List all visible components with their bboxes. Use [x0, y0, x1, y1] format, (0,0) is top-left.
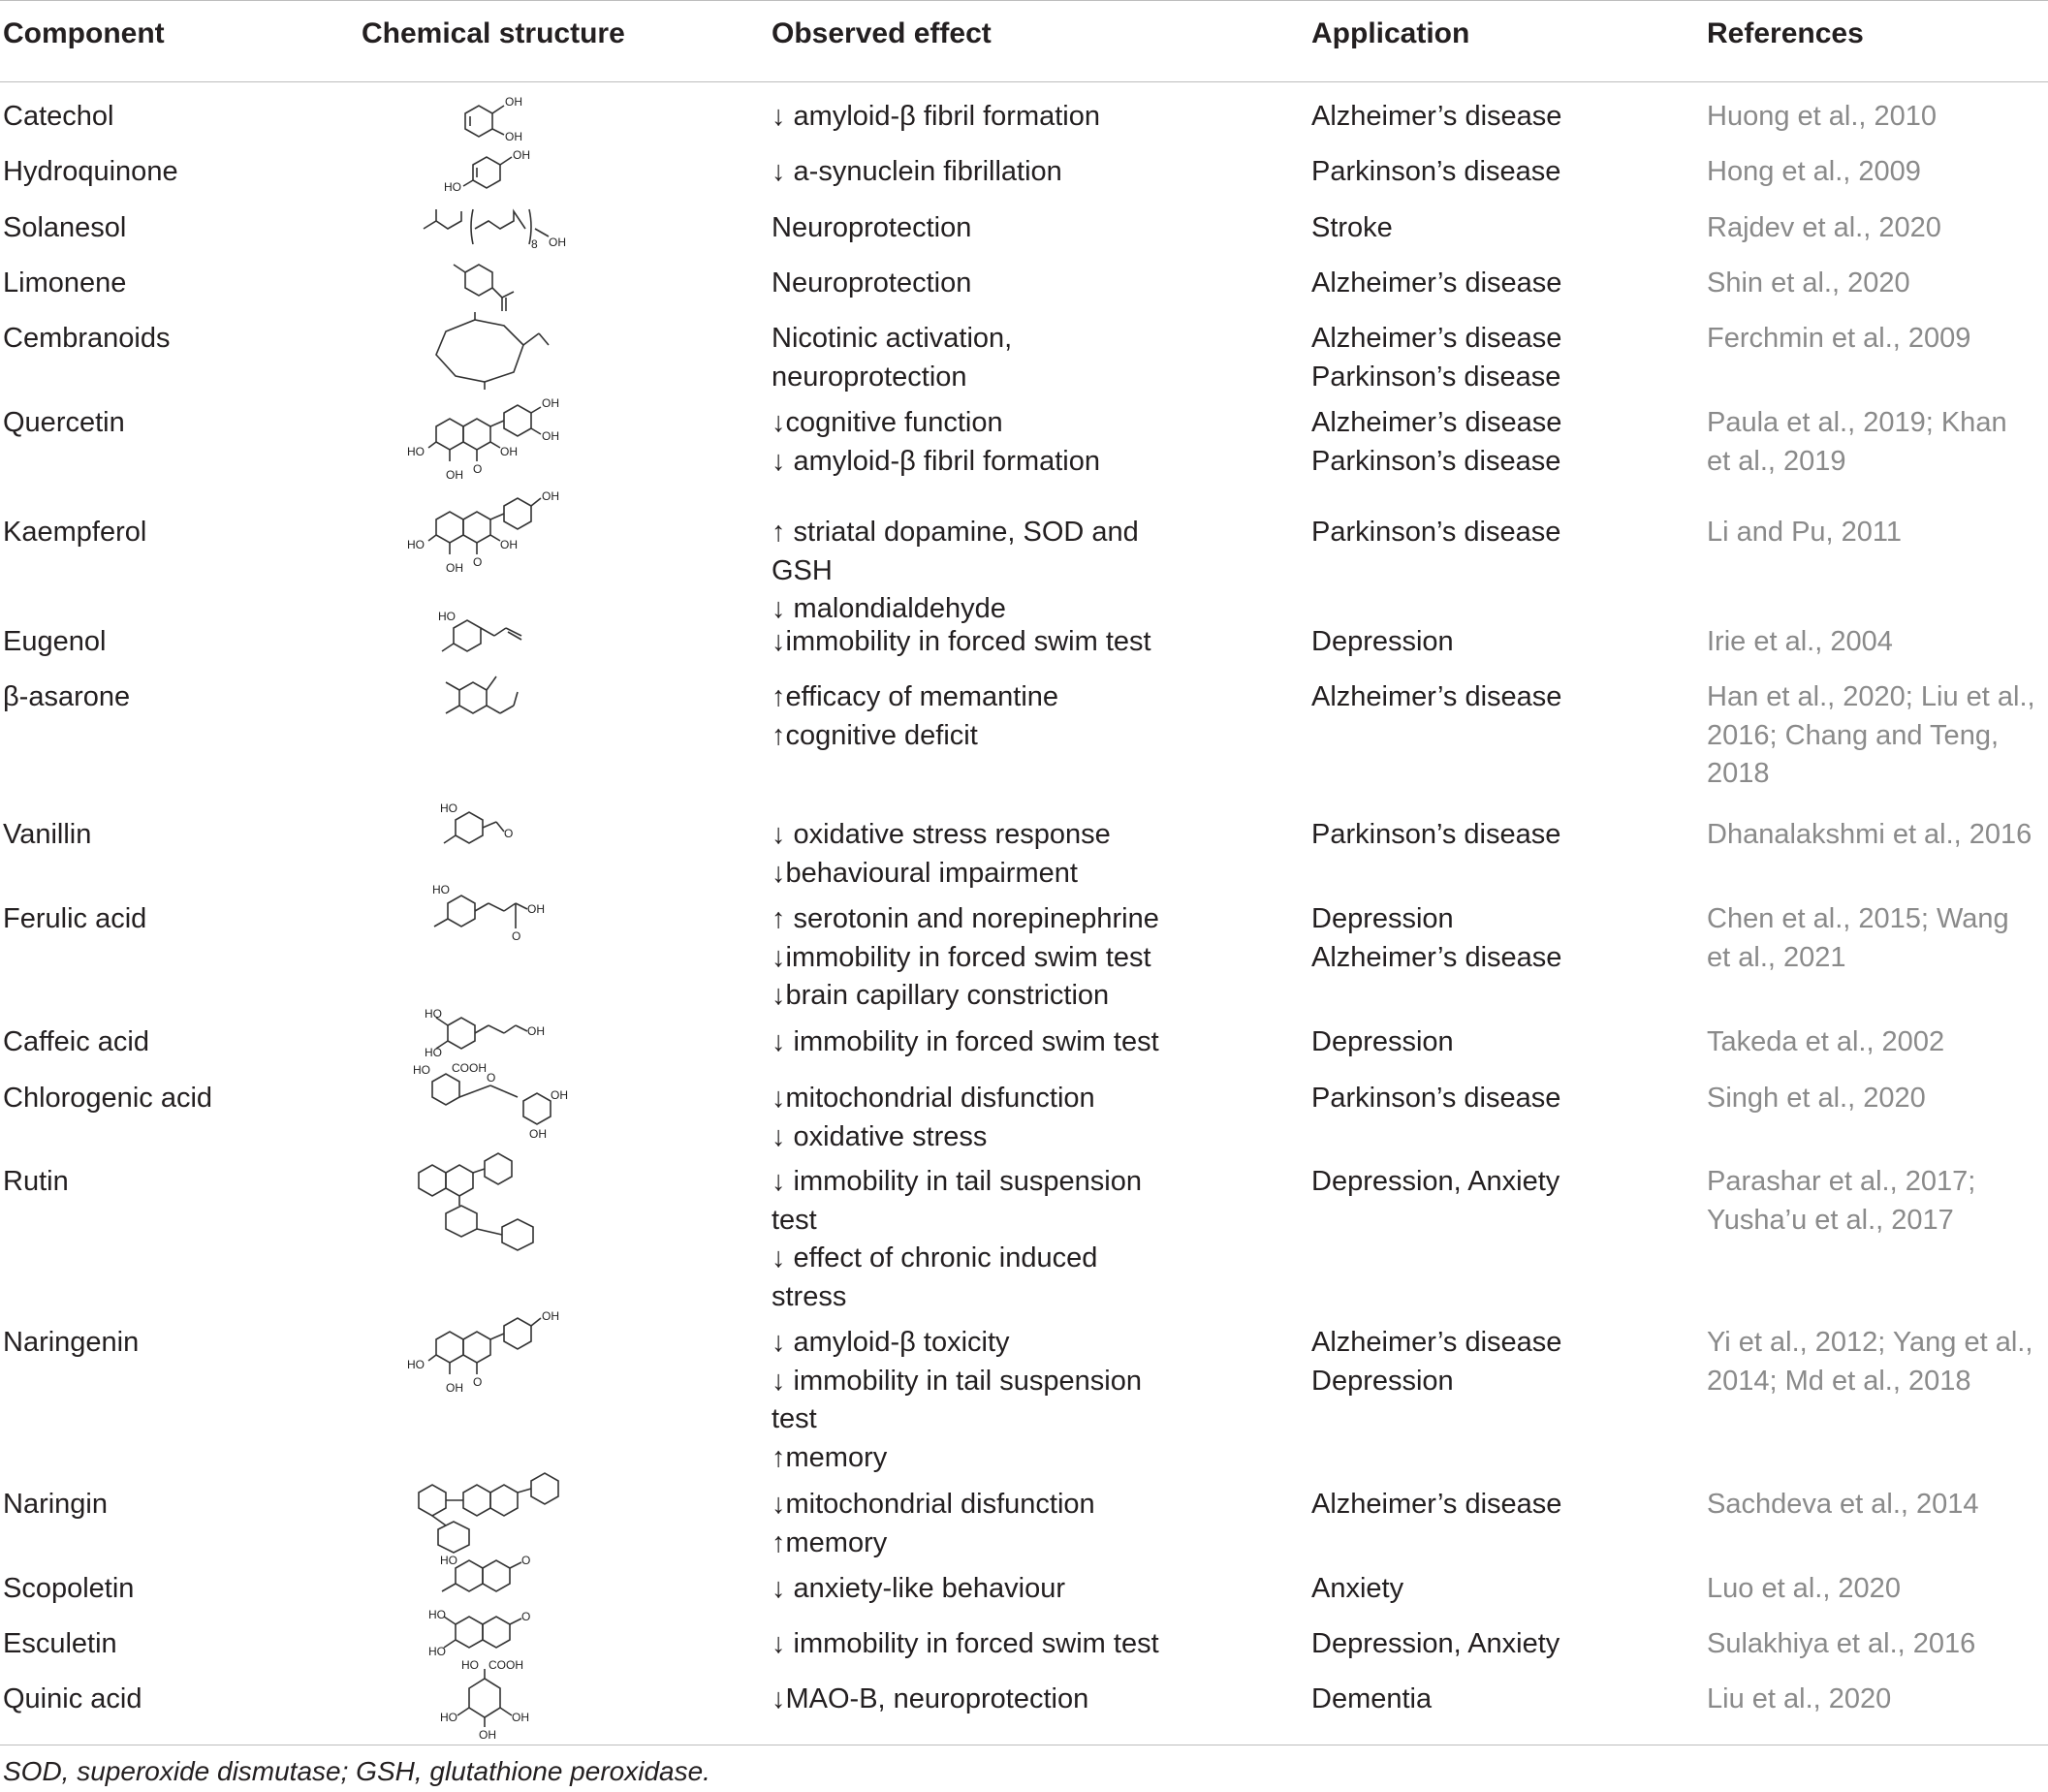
svg-text:OH: OH: [505, 95, 522, 109]
effect-line: ↓ amyloid-β fibril formation: [772, 101, 1100, 132]
effect-cell: [772, 900, 1159, 1016]
effect-line: ↓ immobility in forced swim test: [772, 1026, 1159, 1057]
effect-line: ↓MAO-B, neuroprotection: [772, 1683, 1089, 1714]
application-cell: [1311, 1080, 1560, 1118]
effect-line: ↓ immobility in tail suspension: [772, 1365, 1142, 1397]
application-cell: [1311, 209, 1393, 248]
references-cell: [1707, 900, 2009, 977]
effect-line: ↓ anxiety-like behaviour: [772, 1573, 1066, 1604]
effect-line: ↑memory: [772, 1526, 888, 1558]
svg-text:OH: OH: [542, 396, 559, 410]
header-structure: Chemical structure: [362, 17, 625, 49]
effect-cell: [772, 623, 1151, 662]
application-line: Depression: [1311, 626, 1454, 657]
references-line: Han et al., 2020; Liu et al.,: [1707, 681, 2035, 712]
svg-text:OH: OH: [446, 468, 463, 482]
svg-text:OH: OH: [542, 489, 559, 503]
scopoletin-structure-icon: [426, 1551, 552, 1609]
effect-line: Neuroprotection: [772, 212, 972, 243]
component-cell: Hydroquinone: [3, 156, 178, 187]
svg-text:OH: OH: [446, 1381, 463, 1395]
application-cell: [1311, 153, 1560, 192]
references-line: Shin et al., 2020: [1707, 267, 1910, 299]
application-line: Parkinson’s disease: [1311, 819, 1561, 850]
references-cell: [1707, 1163, 1975, 1240]
svg-text:HO: HO: [428, 1608, 446, 1621]
application-cell: [1311, 514, 1560, 552]
application-cell: [1311, 816, 1560, 855]
application-cell: [1311, 265, 1561, 303]
svg-text:HO: HO: [425, 1046, 442, 1059]
effect-line: ↓brain capillary constriction: [772, 980, 1110, 1011]
application-line: Parkinson’s disease: [1311, 361, 1561, 393]
svg-text:HO: HO: [407, 445, 425, 458]
application-line: Alzheimer’s disease: [1311, 407, 1562, 438]
effect-line: ↑efficacy of memantine: [772, 681, 1059, 712]
references-cell: [1707, 1023, 1944, 1062]
effect-line: neuroprotection: [772, 361, 967, 393]
svg-text:OH: OH: [512, 1711, 529, 1724]
application-cell: [1311, 1681, 1432, 1719]
component-cell: β-asarone: [3, 681, 131, 712]
svg-text:OH: OH: [551, 1088, 568, 1102]
caffeic-acid-structure-icon: [419, 1006, 564, 1060]
svg-text:OH: OH: [500, 538, 518, 551]
application-cell: [1311, 1625, 1560, 1664]
application-line: Depression: [1311, 903, 1454, 934]
references-line: Sachdeva et al., 2014: [1707, 1489, 1979, 1520]
component-cell: Rutin: [3, 1166, 69, 1197]
svg-text:OH: OH: [527, 902, 545, 916]
references-cell: [1707, 623, 1893, 662]
references-line: Ferchmin et al., 2009: [1707, 323, 1971, 354]
limonene-structure-icon: [446, 257, 523, 315]
application-line: Alzheimer’s disease: [1311, 1489, 1562, 1520]
component-cell: Quercetin: [3, 407, 125, 438]
component-cell: Solanesol: [3, 212, 127, 243]
effect-cell: [772, 1570, 1065, 1609]
effect-line: ↓ amyloid-β fibril formation: [772, 445, 1100, 477]
references-line: Dhanalakshmi et al., 2016: [1707, 819, 2032, 850]
component-cell: Quinic acid: [3, 1683, 142, 1714]
effect-line: ↓ amyloid-β toxicity: [772, 1327, 1010, 1358]
references-cell: [1707, 1324, 2032, 1400]
component-cell: Caffeic acid: [3, 1026, 149, 1057]
svg-text:OH: OH: [500, 445, 518, 458]
references-line: Yusha’u et al., 2017: [1707, 1204, 1954, 1236]
svg-text:8: 8: [531, 237, 538, 251]
effect-line: test: [772, 1403, 817, 1434]
references-line: Sulakhiya et al., 2016: [1707, 1628, 1976, 1659]
rutin-structure-icon: [399, 1149, 583, 1266]
effect-cell: [772, 1163, 1142, 1316]
eugenol-structure-icon: [434, 611, 551, 664]
effect-line: ↓ oxidative stress: [772, 1120, 988, 1152]
component-cell: Vanillin: [3, 819, 92, 850]
application-cell: [1311, 320, 1561, 396]
application-cell: [1311, 1324, 1561, 1400]
effect-line: Neuroprotection: [772, 267, 972, 299]
references-cell: [1707, 98, 1937, 137]
application-cell: [1311, 1570, 1403, 1609]
references-line: Huong et al., 2010: [1707, 101, 1938, 132]
references-line: et al., 2019: [1707, 445, 1846, 477]
references-line: Liu et al., 2020: [1707, 1683, 1892, 1714]
header-rule: [0, 81, 2048, 82]
application-cell: [1311, 404, 1561, 481]
component-cell: Cembranoids: [3, 323, 171, 354]
application-line: Dementia: [1311, 1683, 1433, 1714]
svg-text:O: O: [473, 555, 483, 569]
application-line: Depression: [1311, 1026, 1454, 1057]
effect-line: ↓ effect of chronic induced: [772, 1242, 1098, 1273]
vanillin-structure-icon: [436, 802, 543, 856]
effect-line: ↓ immobility in tail suspension: [772, 1166, 1142, 1197]
svg-text:HO: HO: [440, 1554, 457, 1567]
svg-text:OH: OH: [549, 236, 566, 249]
svg-text:OH: OH: [446, 561, 463, 575]
application-line: Stroke: [1311, 212, 1393, 243]
effect-cell: [772, 1486, 1095, 1562]
effect-cell: [772, 153, 1062, 192]
references-cell: [1707, 1486, 1979, 1525]
application-cell: [1311, 1486, 1561, 1525]
application-line: Depression: [1311, 1365, 1454, 1397]
application-line: Anxiety: [1311, 1573, 1404, 1604]
svg-text:OH: OH: [505, 130, 522, 143]
application-cell: [1311, 623, 1454, 662]
effect-line: ↓immobility in forced swim test: [772, 941, 1151, 973]
solanesol-structure-icon: [419, 204, 564, 252]
references-cell: [1707, 678, 2035, 794]
references-line: Yi et al., 2012; Yang et al.,: [1707, 1327, 2033, 1358]
references-cell: [1707, 816, 2032, 855]
application-cell: [1311, 98, 1561, 137]
effect-cell: [772, 404, 1100, 481]
effect-line: ↓behavioural impairment: [772, 857, 1078, 889]
svg-text:O: O: [473, 1375, 483, 1389]
application-line: Alzheimer’s disease: [1311, 101, 1562, 132]
effect-cell: [772, 98, 1100, 137]
references-cell: [1707, 209, 1941, 248]
quinic-acid-structure-icon: [440, 1659, 547, 1743]
references-line: Chen et al., 2015; Wang: [1707, 903, 2009, 934]
component-cell: Esculetin: [3, 1628, 117, 1659]
application-line: Alzheimer’s disease: [1311, 323, 1562, 354]
component-cell: Scopoletin: [3, 1573, 135, 1604]
references-line: Parashar et al., 2017;: [1707, 1166, 1976, 1197]
references-line: Luo et al., 2020: [1707, 1573, 1901, 1604]
svg-text:HO: HO: [413, 1063, 430, 1077]
references-line: Paula et al., 2019; Khan: [1707, 407, 2007, 438]
references-line: Singh et al., 2020: [1707, 1083, 1926, 1114]
references-cell: [1707, 265, 1910, 303]
svg-text:HO: HO: [428, 1645, 446, 1658]
svg-text:HO: HO: [440, 802, 457, 815]
application-cell: [1311, 678, 1561, 717]
references-line: Irie et al., 2004: [1707, 626, 1893, 657]
kaempferol-structure-icon: [407, 490, 582, 578]
references-cell: [1707, 514, 1902, 552]
effect-cell: [772, 1080, 1095, 1156]
effect-line: test: [772, 1204, 817, 1236]
references-cell: [1707, 1625, 1975, 1664]
svg-text:O: O: [504, 827, 514, 840]
references-line: Rajdev et al., 2020: [1707, 212, 1941, 243]
naringenin-structure-icon: [407, 1310, 582, 1402]
table-footnote: SOD, superoxide dismutase; GSH, glutathione peroxidase.: [3, 1756, 710, 1786]
references-cell: [1707, 1080, 1926, 1118]
svg-text:O: O: [512, 929, 521, 943]
svg-text:OH: OH: [527, 1024, 545, 1038]
svg-text:HO: HO: [440, 1711, 457, 1724]
effect-line: ↑memory: [772, 1441, 888, 1473]
references-line: Hong et al., 2009: [1707, 156, 1921, 187]
references-line: Takeda et al., 2002: [1707, 1026, 1945, 1057]
application-cell: [1311, 900, 1561, 977]
header-references: References: [1707, 17, 1864, 49]
effect-cell: [772, 1625, 1159, 1664]
application-cell: [1311, 1163, 1560, 1202]
application-line: Alzheimer’s disease: [1311, 681, 1562, 712]
effect-line: ↓ oxidative stress response: [772, 819, 1111, 850]
references-cell: [1707, 1570, 1901, 1609]
effect-cell: [772, 1681, 1088, 1719]
cembranoid-structure-icon: [426, 312, 552, 390]
references-line: et al., 2021: [1707, 941, 1846, 973]
effect-line: ↓ malondialdehyde: [772, 593, 1006, 624]
ferulic-acid-structure-icon: [419, 884, 564, 944]
effect-line: ↓ a-synuclein fibrillation: [772, 156, 1062, 187]
effect-cell: [772, 678, 1058, 755]
header-effect: Observed effect: [772, 17, 992, 49]
effect-line: ↑ serotonin and norepinephrine: [772, 903, 1159, 934]
component-cell: Kaempferol: [3, 517, 147, 548]
hydroquinone-structure-icon: [444, 147, 541, 196]
effect-cell: [772, 320, 1012, 396]
component-cell: Chlorogenic acid: [3, 1083, 213, 1114]
component-cell: Catechol: [3, 101, 114, 132]
references-line: 2014; Md et al., 2018: [1707, 1365, 1971, 1397]
svg-text:OH: OH: [542, 429, 559, 443]
svg-text:COOH: COOH: [488, 1658, 523, 1672]
component-cell: Naringenin: [3, 1327, 140, 1358]
svg-text:HO: HO: [432, 883, 450, 896]
effect-line: ↑ striatal dopamine, SOD and: [772, 517, 1139, 548]
effect-line: Nicotinic activation,: [772, 323, 1013, 354]
component-cell: Limonene: [3, 267, 127, 299]
effect-line: ↓immobility in forced swim test: [772, 626, 1151, 657]
svg-text:HO: HO: [425, 1007, 442, 1021]
references-cell: [1707, 1681, 1891, 1719]
svg-text:OH: OH: [529, 1127, 547, 1141]
effect-line: ↓ immobility in forced swim test: [772, 1628, 1159, 1659]
references-cell: [1707, 153, 1921, 192]
application-line: Depression, Anxiety: [1311, 1166, 1560, 1197]
beta-asarone-structure-icon: [436, 667, 552, 735]
effect-line: stress: [772, 1280, 847, 1312]
effect-cell: [772, 265, 971, 303]
effect-cell: [772, 514, 1139, 629]
application-line: Depression, Anxiety: [1311, 1628, 1560, 1659]
effect-cell: [772, 1023, 1159, 1062]
application-cell: [1311, 1023, 1454, 1062]
svg-text:HO: HO: [444, 180, 461, 194]
catechol-structure-icon: [456, 92, 533, 142]
component-cell: Naringin: [3, 1489, 108, 1520]
svg-text:OH: OH: [479, 1728, 496, 1742]
svg-text:HO: HO: [461, 1658, 479, 1672]
svg-text:OH: OH: [542, 1309, 559, 1323]
effect-line: ↓mitochondrial disfunction: [772, 1489, 1095, 1520]
svg-text:O: O: [521, 1554, 531, 1567]
effect-cell: [772, 1324, 1142, 1477]
header-application: Application: [1311, 17, 1470, 49]
effect-cell: [772, 816, 1111, 893]
svg-text:O: O: [473, 462, 483, 476]
references-cell: [1707, 320, 1970, 359]
effect-line: GSH: [772, 554, 833, 586]
header-component: Component: [3, 17, 165, 49]
effect-line: ↓mitochondrial disfunction: [772, 1083, 1095, 1114]
application-line: Parkinson’s disease: [1311, 445, 1561, 477]
svg-text:HO: HO: [438, 610, 456, 623]
chlorogenic-acid-structure-icon: [403, 1062, 578, 1142]
effect-cell: [772, 209, 971, 248]
svg-text:COOH: COOH: [452, 1061, 487, 1075]
application-line: Alzheimer’s disease: [1311, 267, 1562, 299]
application-line: Alzheimer’s disease: [1311, 1327, 1562, 1358]
application-line: Parkinson’s disease: [1311, 1083, 1561, 1114]
references-line: 2016; Chang and Teng,: [1707, 719, 2000, 751]
effect-line: ↑cognitive deficit: [772, 719, 978, 751]
table-top-rule: [0, 0, 2048, 1]
esculetin-structure-icon: [426, 1607, 552, 1661]
application-line: Parkinson’s disease: [1311, 517, 1561, 548]
references-line: 2018: [1707, 758, 1770, 789]
component-cell: Ferulic acid: [3, 903, 147, 934]
references-cell: [1707, 404, 2007, 481]
svg-text:HO: HO: [407, 538, 425, 551]
effect-line: ↓cognitive function: [772, 407, 1003, 438]
svg-text:HO: HO: [407, 1358, 425, 1371]
application-line: Parkinson’s disease: [1311, 156, 1561, 187]
svg-text:O: O: [521, 1610, 531, 1623]
references-line: Li and Pu, 2011: [1707, 517, 1903, 548]
svg-text:O: O: [487, 1071, 496, 1085]
component-cell: Eugenol: [3, 626, 107, 657]
svg-text:OH: OH: [513, 148, 530, 162]
application-line: Alzheimer’s disease: [1311, 941, 1562, 973]
quercetin-structure-icon: [407, 397, 582, 485]
